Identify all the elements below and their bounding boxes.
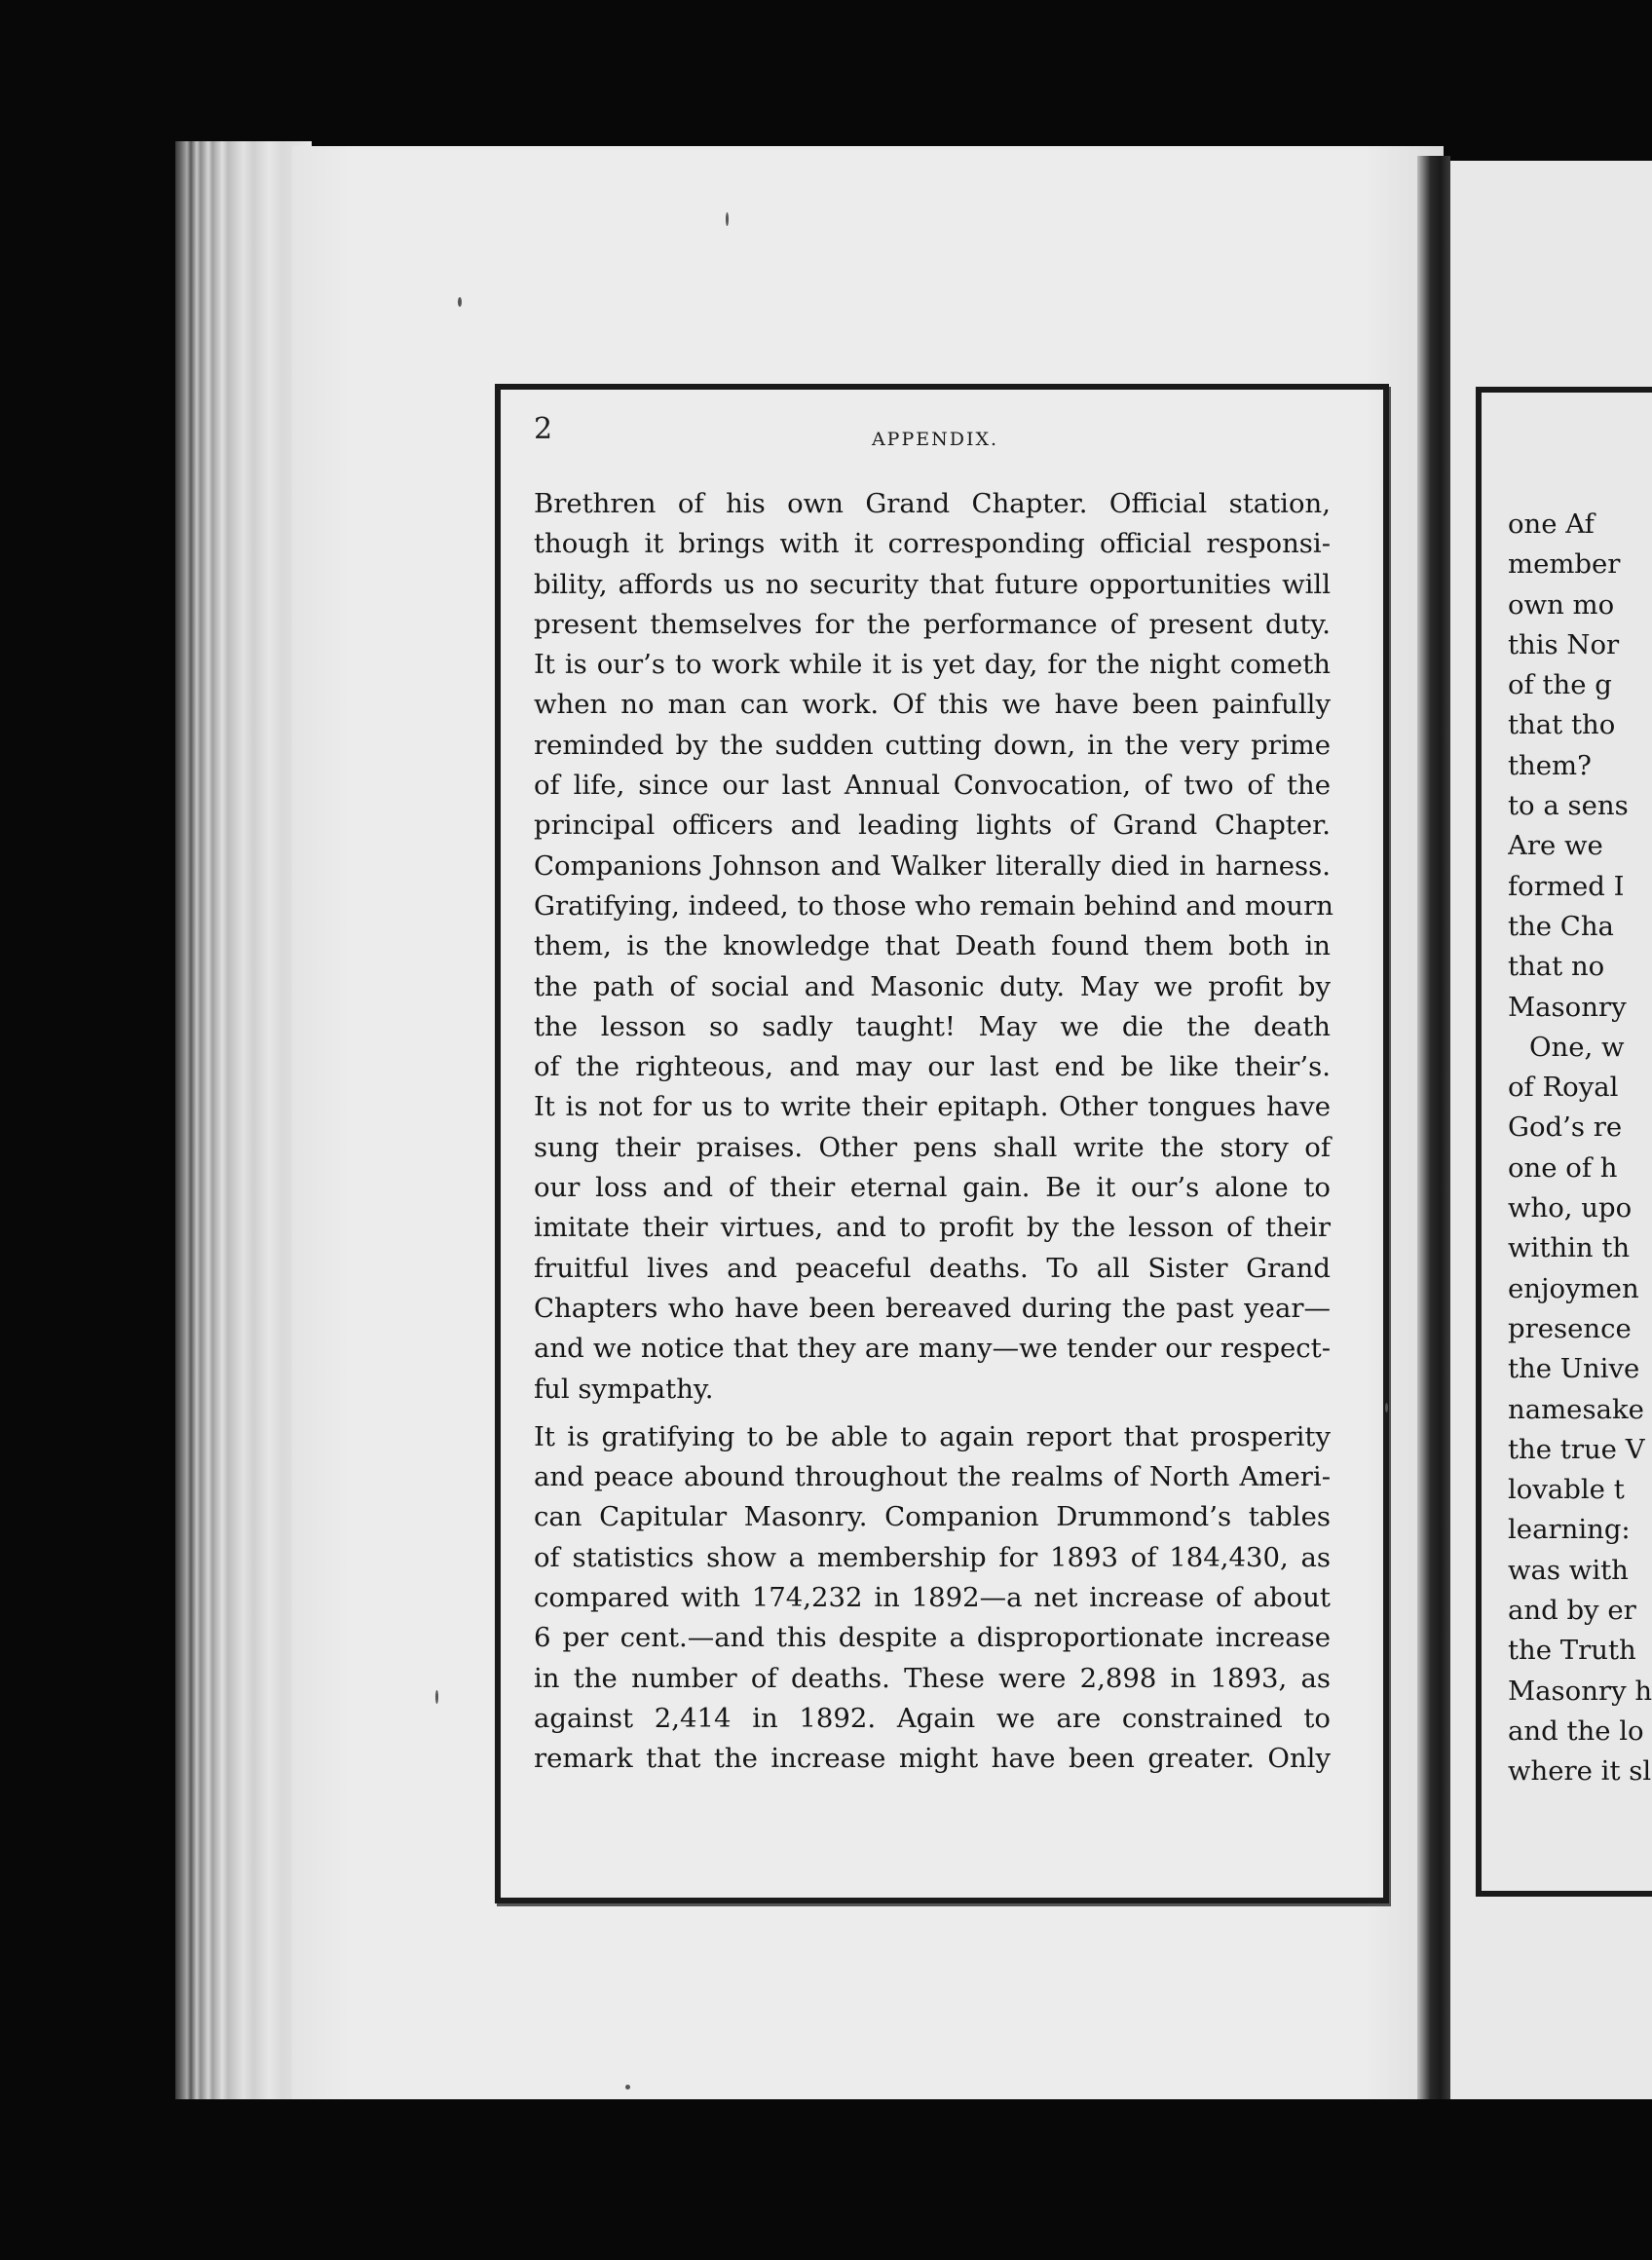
body-text [534, 484, 1331, 1780]
facing-line: the Unive [1508, 1353, 1640, 1385]
facing-line: member [1508, 548, 1621, 581]
facing-line: presence [1508, 1312, 1632, 1344]
text-line: It is our’s to work while it is yet day, for the night cometh [534, 649, 1331, 681]
page-number: 2 [534, 412, 553, 446]
text-line: the path of social and Masonic duty. May we profit by [534, 970, 1331, 1002]
text-line: of statistics show a membership for 1893 of 184,430, as [534, 1541, 1331, 1573]
paper-speck [435, 1690, 438, 1704]
facing-line: one Af [1508, 508, 1595, 540]
text-line: It is not for us to write their epitaph. Other tongues have [534, 1091, 1331, 1123]
text-line: Gratifying, indeed, to those who remain behind and mourn [534, 889, 1333, 922]
facing-line: them? [1508, 749, 1592, 781]
text-line: principal officers and leading lights of Grand Chapter. [534, 810, 1331, 842]
text-line: It is gratifying to be able to again report that prosperity [534, 1420, 1331, 1452]
text-line: 6 per cent.—and this despite a disproportionate increase [534, 1622, 1331, 1654]
facing-line: enjoymen [1508, 1272, 1639, 1304]
facing-line: Masonry h [1508, 1675, 1652, 1707]
text-line: the lesson so sadly taught! May we die the death [534, 1010, 1331, 1042]
text-line: ful sympathy. [534, 1373, 714, 1405]
facing-page-text [1508, 505, 1652, 1792]
text-line: compared with 174,232 in 1892—a net increase of about [534, 1582, 1331, 1614]
text-line: reminded by the sudden cutting down, in the very prime [534, 729, 1331, 761]
facing-line: of Royal [1508, 1072, 1619, 1104]
text-line: bility, affords us no security that future opportunities will [534, 568, 1331, 600]
facing-line: learning: [1508, 1514, 1631, 1546]
facing-line: own mo [1508, 588, 1615, 621]
facing-line: One, w [1529, 1031, 1625, 1063]
paper-speck [625, 2085, 630, 2090]
facing-line: that tho [1508, 709, 1616, 741]
text-line: remark that the increase might have been greater. Only [534, 1743, 1331, 1775]
text-line: our loss and of their eternal gain. Be it our’s alone to [534, 1172, 1331, 1204]
facing-line: namesake [1508, 1393, 1644, 1425]
paper-speck [1385, 1403, 1388, 1412]
paper-speck [458, 297, 462, 307]
facing-line: the Truth [1508, 1635, 1636, 1667]
facing-line: God’s re [1508, 1111, 1623, 1144]
text-line: and we notice that they are many—we tender our respect- [534, 1333, 1331, 1365]
book-gutter [1417, 156, 1450, 2099]
facing-line: one of h [1508, 1151, 1618, 1184]
text-line: imitate their virtues, and to profit by the lesson of their [534, 1212, 1331, 1244]
facing-line: where it sl [1508, 1755, 1652, 1788]
facing-line: and by er [1508, 1595, 1636, 1627]
facing-line: formed I [1508, 870, 1625, 902]
facing-line: lovable t [1508, 1474, 1625, 1506]
facing-line: who, upo [1508, 1192, 1633, 1224]
facing-line: this Nor [1508, 628, 1620, 660]
text-line: them, is the knowledge that Death found them both in [534, 930, 1331, 962]
text-line: of life, since our last Annual Convocation, of two of the [534, 770, 1331, 802]
text-line: Brethren of his own Grand Chapter. Official station, [534, 488, 1331, 519]
running-head: APPENDIX. [871, 429, 999, 450]
facing-line: Are we [1508, 830, 1603, 862]
facing-line: the Cha [1508, 910, 1614, 942]
facing-line: of the g [1508, 669, 1612, 701]
text-line: against 2,414 in 1892. Again we are constrained to [534, 1702, 1331, 1734]
text-line: fruitful lives and peaceful deaths. To all Sister Grand [534, 1252, 1331, 1284]
text-line: present themselves for the performance of present duty. [534, 608, 1331, 640]
text-line: Chapters who have been bereaved during the past year— [534, 1292, 1331, 1324]
text-line: and peace abound throughout the realms of North Ameri- [534, 1461, 1331, 1493]
text-line: when no man can work. Of this we have been painfully [534, 689, 1331, 721]
facing-line: the true V [1508, 1433, 1645, 1465]
text-line: can Capitular Masonry. Companion Drummond’s tables [534, 1501, 1331, 1533]
facing-line: was with [1508, 1554, 1629, 1586]
paper-speck [726, 212, 729, 226]
text-line: of the righteous, and may our last end be like their’s. [534, 1051, 1331, 1083]
facing-line: and the lo [1508, 1714, 1644, 1747]
text-line: sung their praises. Other pens shall write the story of [534, 1131, 1331, 1163]
page-edges [175, 141, 312, 2099]
facing-line: that no [1508, 951, 1605, 983]
text-line: Companions Johnson and Walker literally died in harness. [534, 849, 1331, 882]
text-line: in the number of deaths. These were 2,898 in 1893, as [534, 1662, 1331, 1694]
text-line: though it brings with it corresponding official responsi- [534, 528, 1331, 560]
facing-line: to a sens [1508, 790, 1629, 822]
facing-line: within th [1508, 1232, 1631, 1264]
facing-line: Masonry [1508, 991, 1627, 1023]
